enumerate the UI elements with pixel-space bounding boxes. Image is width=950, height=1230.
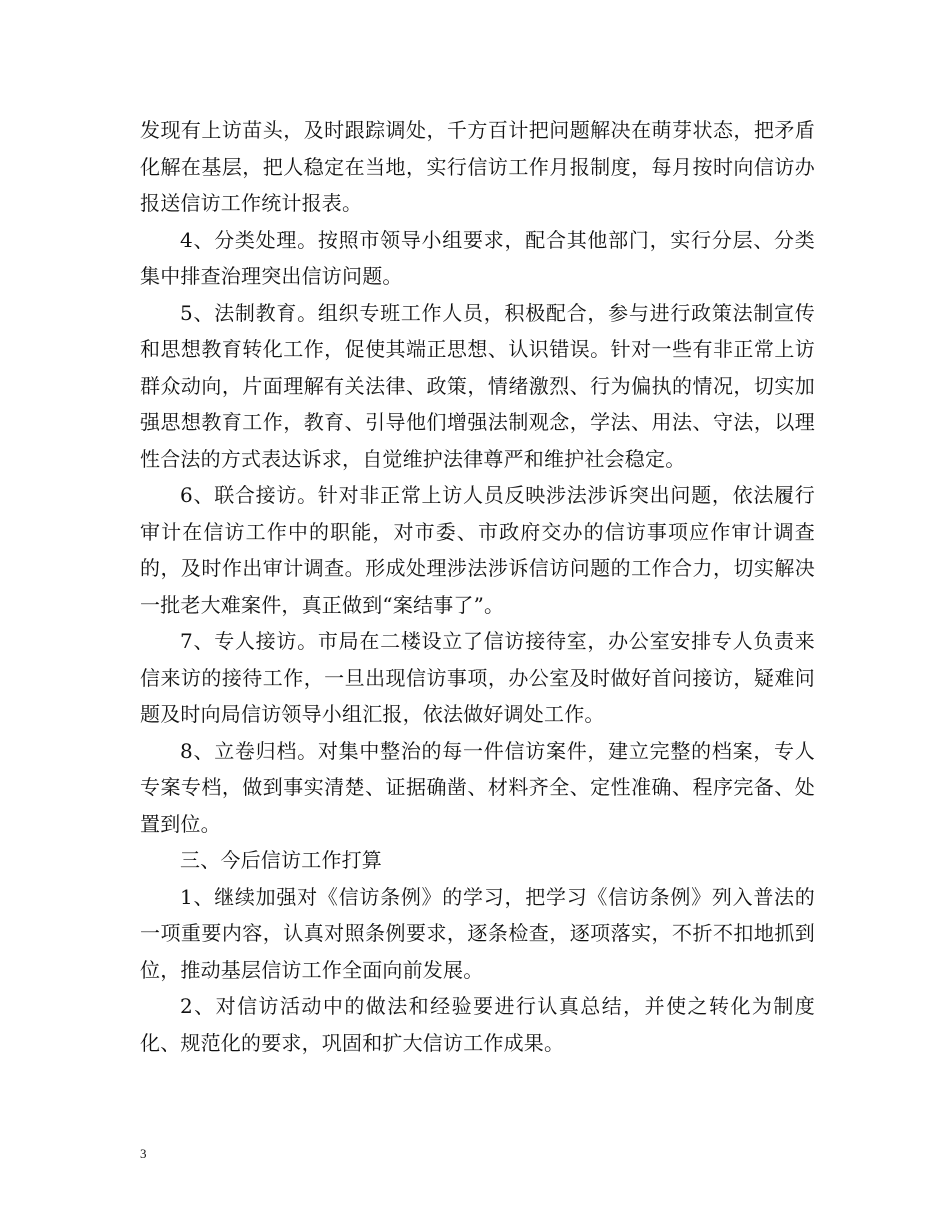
- section-heading-future-plans: 三、今后信访工作打算: [180, 848, 382, 872]
- paragraph-item-5: 5、法制教育。组织专班工作人员，积极配合，参与进行政策法制宣传和思想教育转化工作，促使其端正思想、认识错误。针对一些有非正常上访群众动向，片面理解有关法律、政策，情绪激烈、行为偏执的情况，切实加强思想教育工作，教育、引导他们增强法制观念，学法、用法、守法，以理性合法的方式表达诉求，自觉维护法律尊严和维护社会稳定。: [140, 300, 815, 471]
- paragraph-item-7: 7、专人接访。市局在二楼设立了信访接待室，办公室安排专人负责来信来访的接待工作，一旦出现信访事项，办公室及时做好首问接访，疑难问题及时向局信访领导小组汇报，依法做好调处工作。: [140, 629, 815, 726]
- paragraph-continuation: 发现有上访苗头，及时跟踪调处，千方百计把问题解决在萌芽状态，把矛盾化解在基层，把人稳定在当地，实行信访工作月报制度，每月按时向信访办报送信访工作统计报表。: [140, 118, 815, 215]
- paragraph-plan-2: 2、对信访活动中的做法和经验要进行认真总结，并使之转化为制度化、规范化的要求，巩固和扩大信访工作成果。: [140, 994, 815, 1055]
- paragraph-item-4: 4、分类处理。按照市领导小组要求，配合其他部门，实行分层、分类集中排查治理突出信访问题。: [140, 227, 815, 288]
- paragraph-item-6: 6、联合接访。针对非正常上访人员反映涉法涉诉突出问题，依法履行审计在信访工作中的职能，对市委、市政府交办的信访事项应作审计调查的，及时作出审计调查。形成处理涉法涉诉信访问题的工作合力，切实解决一批老大难案件，真正做到“案结事了”。: [140, 483, 815, 617]
- paragraph-item-8: 8、立卷归档。对集中整治的每一件信访案件，建立完整的档案，专人专案专档，做到事实清楚、证据确凿、材料齐全、定性准确、程序完备、处置到位。: [140, 738, 815, 836]
- page-number: 3: [140, 1146, 147, 1161]
- paragraph-plan-1: 1、继续加强对《信访条例》的学习，把学习《信访条例》列入普法的一项重要内容，认真对照条例要求，逐条检查，逐项落实，不折不扣地抓到位，推动基层信访工作全面向前发展。: [140, 884, 815, 982]
- document-body: [140, 112, 815, 1061]
